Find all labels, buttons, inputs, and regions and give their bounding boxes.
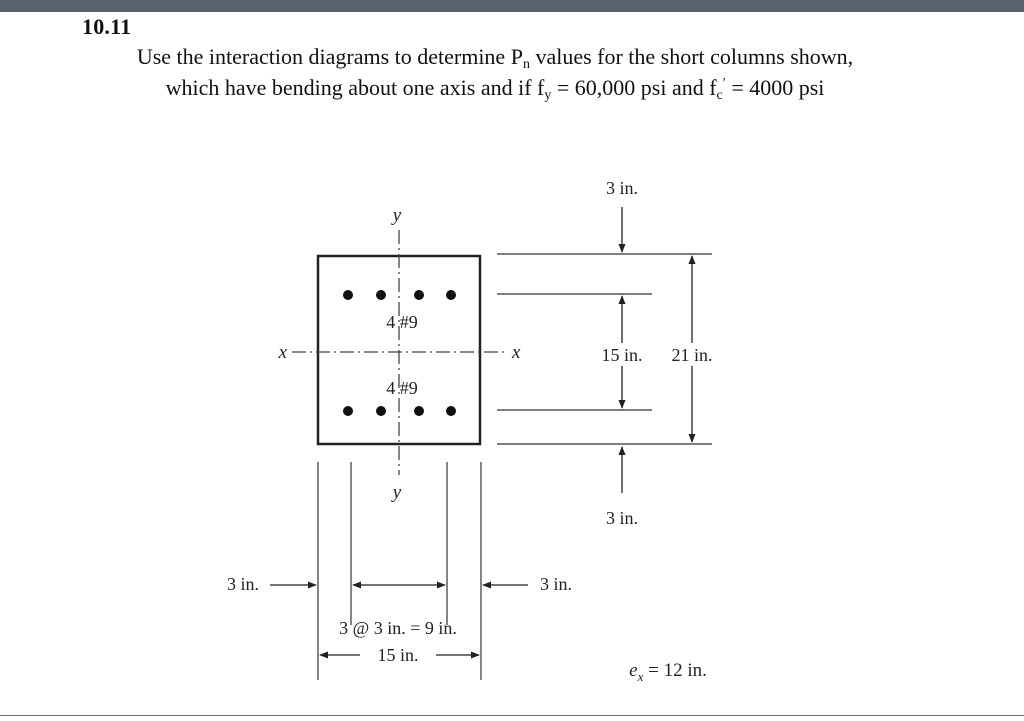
subscript-n: n [522, 57, 530, 72]
eccentricity-subscript: x [637, 669, 644, 684]
y-axis-label-top: y [392, 205, 402, 226]
rebar-dot [414, 406, 424, 416]
page-bottom-rule [0, 715, 1024, 716]
x-axis-label-left: x [278, 342, 287, 363]
rebar-dot [376, 406, 386, 416]
statement-text: = 4000 psi [725, 75, 825, 100]
dim-left-cover-label: 3 in. [226, 574, 260, 594]
problem-number: 10.11 [82, 14, 132, 39]
statement-text: which have bending about one axis and if f [165, 75, 545, 100]
eccentricity-label [629, 660, 707, 684]
eccentricity-value: = 12 in. [643, 660, 707, 681]
eccentricity-symbol: e [629, 660, 638, 681]
top-bars-label: 4 #9 [386, 312, 418, 332]
rebar-dot [343, 406, 353, 416]
statement-text: = 60,000 psi and f [551, 75, 717, 100]
dim-total-depth-label: 21 in. [671, 345, 713, 365]
dim-top-cover-label: 3 in. [605, 178, 639, 198]
rebar-dot [446, 406, 456, 416]
dim-bottom-cover-label: 3 in. [605, 508, 639, 528]
dim-total-width-label: 15 in. [377, 645, 419, 665]
subscript-c: c [716, 88, 723, 103]
y-axis-label-bottom: y [392, 482, 402, 503]
statement-text: values for the short columns shown, [529, 44, 854, 69]
rebar-dot [376, 290, 386, 300]
prime-mark: ′ [722, 76, 726, 91]
x-axis-label-right: x [512, 342, 521, 363]
dim-bar-spacing-vertical-label: 15 in. [601, 345, 643, 365]
rebar-dot [343, 290, 353, 300]
dim-bar-spacing-horizontal-label: 3 @ 3 in. = 9 in. [339, 618, 457, 638]
dim-right-cover-label: 3 in. [539, 574, 573, 594]
subscript-y: y [544, 88, 552, 103]
rebar-dot [446, 290, 456, 300]
rebar-dot [414, 290, 424, 300]
bottom-bars-label: 4 #9 [386, 378, 418, 398]
statement-text: Use the interaction diagrams to determine P [136, 44, 523, 69]
